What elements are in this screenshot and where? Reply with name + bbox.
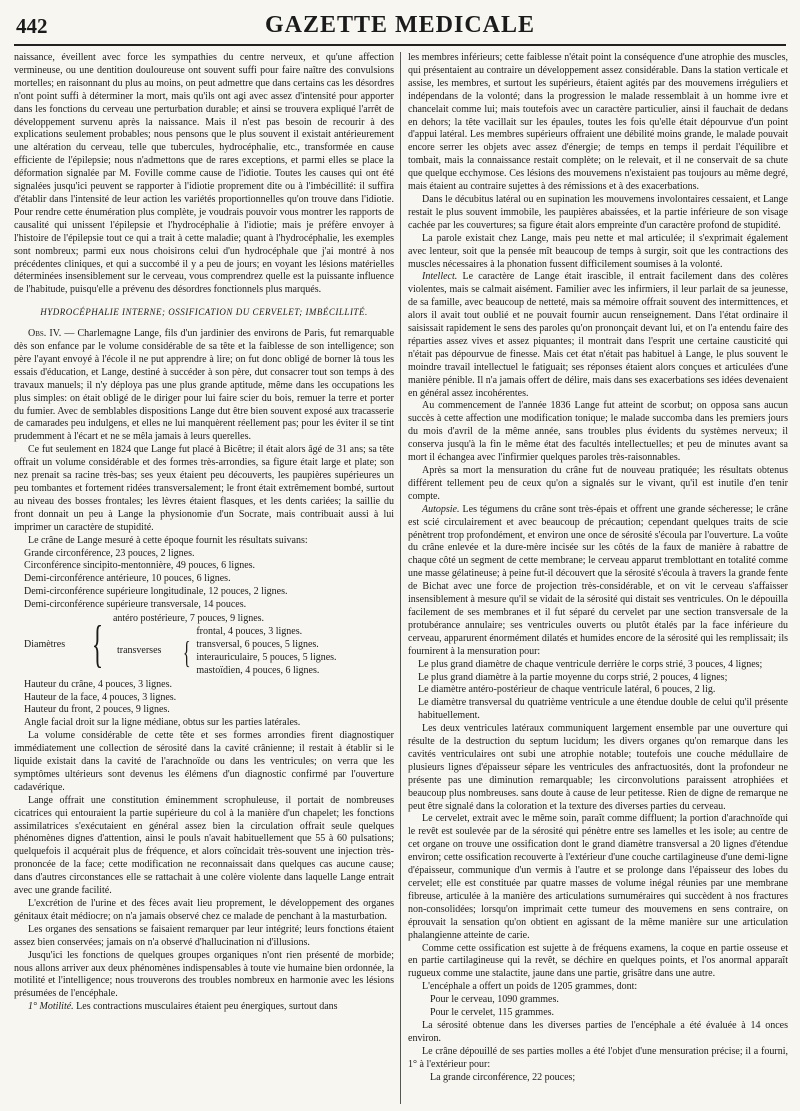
autopsie-label: Autopsie.: [422, 503, 460, 515]
section-heading: HYDROCÉPHALIE INTERNE; OSSIFICATION DU CERVELET; IMBÉCILLITÉ.: [40, 307, 368, 318]
column-divider: [400, 52, 401, 1104]
transverse-items: [196, 626, 336, 678]
measure-item: Circonférence sincipito-mentonnière, 49 pouces, 6 lignes.: [24, 560, 256, 572]
measure-item: Demi-circonférence supérieure longitudinale, 12 pouces, 2 lignes.: [24, 586, 288, 598]
paragraph: les membres inférieurs; cette faiblesse n'était point la conséquence d'une atrophie des muscles, qui présentaient au contraire un développement assez considérable. Dans la station verticale et assise, les membres, et surtout les supérieurs, étaient agités par des mouvemens irréguliers et indépendans de la volonté; dans la progression le malade ressemblait à un homme ivre et chancelait comme lui; mais toutefois avec un caractère particulier, ainsi il fauchait de dedans en dehors; la tête vacillait sur les épaules, toutes les fois qu'elle était dépourvue d'un point d'appui latéral. Les membres supérieurs offraient une débilité moins grande, le malade pouvait encore serrer les objets avec assez d'énergie; de temps en temps il perdait l'équilibre et tombait, mais la connaissance restait complète; on le relevait, et il ne conservait de sa chute que quelque ecchymose. Ces lésions des mouvemens n'existaient pas toujours au même degré, mais étaient au contraire sujettes à des rémissions et à des exacerbations.: [408, 52, 788, 193]
paragraph: Au commencement de l'année 1836 Lange fut atteint de scorbut; on opposa sans aucun succès à cette affection une modification tonique; le malade succomba dans les premiers jours du mois d'avril de la même année, sans troubles plus évidents du systèmes nerveux; il conserva jusqu'à la fin le même état des facultés intellectuelles; et peu de minutes avant sa mort il échangea avec l'infirmier quelques paroles très-raisonnables.: [408, 400, 788, 464]
brace: {: [91, 616, 104, 674]
ventricle-measure: Le plus grand diamètre à la partie moyenne du corps strié, 2 pouces, 4 lignes;: [418, 671, 728, 683]
page-number: 442: [16, 14, 48, 38]
paragraph: La sérosité obtenue dans les diverses parties de l'encéphale a été évaluée à 14 onces environ.: [408, 1019, 788, 1044]
intellect-text: Le caractère de Lange était irascible, il entrait facilement dans des colères violentes, mais se calmait aisément. Familier avec les infirmiers, il leur parlait de sa jeunesse, de sa famille, avec beaucoup de netteté, mais sa mémoire offrait souvent des intermittences, et alors il avait tout oublié et ne pouvait fournir aucun renseignement. Dans l'état ordinaire il saisissait rapidement le sens des paroles qu'on prononçait devant lui, et on l'a entendu faire des réparties assez vives et assez piquantes; il montrait dans l'esprit une certaine causticité qui n'était pas dépourvue de finesse. Mais cet état n'était pas habituel à Lange, le plus souvent le moindre travail intellectuel le fatiguait; ses réponses étaient alors conçues et articulées d'une manière pénible. Il n'a jamais offert de délire, mais dans ses exacerbations ses idées devenaient en général assez incohérentes.: [408, 271, 788, 399]
measure-item: Demi-circonférence supérieure transversale, 14 pouces.: [24, 599, 247, 611]
transverse-label: transverses: [116, 645, 162, 657]
page-header: [14, 0, 786, 44]
weight-item: Pour le cervelet, 115 grammes.: [430, 1007, 555, 1019]
intellect-label: Intellect.: [422, 271, 458, 283]
motilite-paragraph: [14, 1001, 394, 1014]
motilite-label: 1° Motilité.: [28, 1001, 74, 1013]
paragraph: L'excrétion de l'urine et des fèces avait lieu proprement, le développement des organes génitaux était médiocre; on n'a jamais observé chez ce malade de penchant à la masturbation.: [14, 898, 394, 922]
measure-item: Demi-circonférence antérieure, 10 pouces, 6 lignes.: [24, 573, 231, 585]
paragraph: Le cervelet, extrait avec le même soin, paraît comme diffluent; la portion d'arachnoïde qui le revêt est soulevée par de la sérosité qui pénètre entre ses lamelles et les isole; au centre de cet organe on trouve une ossification dont le grand diamètre transversal a 20 lignes d'étendue environ; cette ossification recouverte à l'extérieur d'une couche cartilagineuse d'une demi-ligne d'épaisseur, communique d'un vermis à l'autre et se prolonge dans l'épaisseur des lobes du cervelet; elle est constituée par quatre masses de volume inégal réunies par une membrane fibreuse, articulée à la manière des articulations surnuméraires qui succèdent à nos fractures non-consolidées; lorsqu'on imprimait cette tumeur des mouvemens en sens contraire, on éprouvait la sensation qu'on obtient en agissant de la même manière sur une articulation phalangienne atteinte de carie.: [408, 813, 788, 941]
paragraph: Lange offrait une constitution éminemment scrophuleuse, il portait de nombreuses cicatrices qui entouraient la partie supérieure du col à la manière d'un chapelet; les fonctions assimilatrices s'exécutaient en général assez bien la circulation offrait seule quelques phénomènes dignes d'attention, ainsi le pouls n'avait habituellement que 55 à 60 pulsations; quelquefois il acquérait plus de fréquence, et alors coïncidait très-souvent une injection très-prononcée de la face; cette modification ne reconnaissait dans quelques cas aucune cause; dans d'autres circonstances elle se rattachait à une colère violente dans laquelle Lange entrait avec une grande facilité.: [14, 794, 394, 897]
paragraph: Ce fut seulement en 1824 que Lange fut placé à Bicêtre; il était alors âgé de 31 ans; sa tête offrait un volume considérable et des formes très-arrondies, sa figure était large et plate; son nez prenait sa racine très-bas; ses yeux étaient peu découverts, les paupières supérieures un peu tombantes et fortement ridées transversalement; le front était extrêmement bombé, surtout au niveau des bosses frontales; les lèvres étaient flasques, et les dents cariées; la saillie du front donnait un peu à Lange la physionomie d'un Socrate, mais contribuait aussi à lui imprimer un caractère de stupidité.: [14, 444, 394, 533]
measure-item: Hauteur de la face, 4 pouces, 3 lignes.: [24, 691, 177, 703]
diameter-item: interauriculaire, 5 pouces, 5 lignes.: [196, 651, 337, 663]
ventricle-measure: Le plus grand diamètre de chaque ventricule derrière le corps strié, 3 pouces, 4 lignes;: [418, 658, 763, 670]
diameters-label: Diamètres: [24, 638, 66, 650]
measure-item: Hauteur du front, 2 pouces, 9 lignes.: [24, 704, 170, 716]
diameter-item: frontal, 4 pouces, 3 lignes.: [196, 625, 303, 637]
observation-paragraph: [14, 328, 394, 444]
transverse-row: [113, 626, 337, 678]
intro-paragraph: naissance, éveillent avec force les sympathies du centre nerveux, et qu'une affection vermineuse, ou une dentition douloureuse ont souvent suffi pour faire naître des convulsions mortelles; en raisonnant du plus au moins, on peut admettre que dans certains cas les désordres n'ont point suffi à déterminer la mort, mais qu'ils ont agi avec assez d'intensité pour apporter dans les fonctions du cerveau une perturbation durable; et ainsi se trouvera expliqué l'arrêt de développement survenu après la naissance. Mais il n'est pas besoin de recourir à des explications seulement probables; nous pensons que le plus souvent il existait antérieurement une altération du cerveau, telle que tubercules, hydrocéphalie, etc., transformée en cause efficiente de l'épilepsie; nous n'admettons que de rares exceptions, et parmi elles se place la déformation signalée par M. Foville comme cause de l'idiotie. Toutes les causes qui ont été signalées jusqu'ici peuvent se rapporter à l'idiotie proprement dite ou à l'imbécillité: il suffira d'établir dans l'intensité de leur action les variétés proportionnelles qu'on trouve dans l'idiotie. Pour rendre cette énumération plus complète, je voudrais pouvoir vous montrer les rapports de causalité qui unissent l'épilepsie et l'hydrocéphalie à l'idiotie; mais je préfère envoyer à l'histoire de l'épilepsie tout ce qui a trait à cette maladie; quant à l'hydrocéphalie, les exemples sont nombreux; parmi eux nous choisirons celui d'un hydrocéphale que j'ai montré à nos précédentes cliniques, et qui a succombé il y a peu de jours; en voyant les lésions matérielles déterminées insensiblement sur le cerveau, vous comprendrez quelle est la puissante influence de l'habitude, puisqu'elle a prévenu des désordres fonctionnels plus marqués.: [14, 52, 394, 296]
paragraph: L'encéphale a offert un poids de 1205 grammes, dont:: [422, 981, 638, 993]
ventricle-measure: Le diamètre transversal du quatrième ventricule a une étendue double de celui qu'il présente habituellement.: [418, 697, 788, 722]
paragraph: Jusqu'ici les fonctions de quelques groupes organiques n'ont rien présenté de morbide; nous allons arriver aux deux phénomènes indispensables à toute vie humaine bien ordonnée, la motilité et l'intelligence; nous trouverons des troubles nombreux en harmonie avec les lésions présumées de l'encéphale.: [14, 949, 394, 1000]
paragraph: Après sa mort la mensuration du crâne fut de nouveau pratiquée; les résultats obtenus différent tellement peu de ceux qu'on a signalés sur le vivant, qu'il est inutile d'en tenir compte.: [408, 465, 788, 502]
diameters-group: [113, 613, 337, 678]
header-rule: [14, 44, 786, 46]
paragraph: Le crâne de Lange mesuré à cette époque fournit les résultats suivans:: [28, 534, 308, 546]
measure-item: La grande circonférence, 22 pouces;: [430, 1071, 576, 1083]
observation-text: — Charlemagne Lange, fils d'un jardinier des environs de Paris, fut remarquable dès son enfance par le volume considérable de sa tête et la faiblesse de son intelligence; son père l'ayant envoyé à l'école il ne put apprendre à lire; on fut donc obligé de borner là tous les essais d'éducation, et Lange, destiné à succéder à son père, dut consacrer tout son temps à des travaux manuels; il n'y déploya pas une plus grande aptitude, même dans les occupations les plus simples: on était obligé de le diriger pour lui faire scier du bois, remuer la terre et porter du fumier. Avec de semblables dispositions Lange dut être bien souvent exposé aux tracasserie de camarades peu indulgens, et elles ne lui manquèrent réellement pas; pour les éviter il se tint prudemment à l'écart et ne se mêla jamais à leurs querelles.: [14, 328, 394, 443]
ventricle-measure: Le diamètre antéro-postérieur de chaque ventricule latéral, 6 pouces, 2 lig.: [418, 684, 716, 696]
measure-item: Grande circonférence, 23 pouces, 2 lignes.: [24, 547, 195, 559]
autopsie-text: Les tégumens du crâne sont très-épais et offrent une grande sécheresse; le crâne est scié circulairement et avec beaucoup de précaution; cependant quelques traits de scie pénètrent trop profondément, et environ une once de sérosité s'écoula par l'ouverture. La voûte du crâne enlevée et la dure-mère incisée sur les côtés de la faux de manière à rabattre de chaque côté un segment de cette membrane; le cerveau apparut tremblottant en totalité comme une masse gélatineuse; à peine fut-il découvert que la sérosité s'écoula à travers la grande fente de Bichat avec une force de projection très-considérable, et on vit le cerveau s'affaisser insensiblement à mesure qu'il se vidait de la sérosité qui distait ses ventricules. On le dépouilla facilement de ses membranes et il fut séparé du cervelet par une section transversale de la protubérance annulaire; ses ventricules ouverts ou plutôt étalés par la face inférieure du cerveau, apparurent énormément dilatés et humides encore de la sérosité qui les remplissait; ils fournirent à la mensuration pour:: [408, 503, 788, 657]
right-column: [408, 52, 788, 1104]
intellect-paragraph: [408, 271, 788, 400]
paragraph: Les deux ventricules latéraux communiquent largement ensemble par une ouverture qui résulte de la destruction du septum lucidum; les divers organes qu'on remarque dans les cavités ventriculaires ont subi une atrophie notable; toutefois une couche médullaire de plusieurs lignes d'épaisseur sépare les ventricules des anfractuosités, dont la profondeur ne présente pas une diminution remarquable; les circonvolutions paraissent atrophiées et beaucoup plus nombreuses. sans doute à cause de leur petitesse. Rien de digne de remarque ne peut être signalé dans la coloration et la texture des diverses parties du cerveau.: [408, 723, 788, 812]
diameter-item: antéro postérieure, 7 pouces, 9 lignes.: [112, 613, 265, 625]
diameters-block: [14, 613, 394, 678]
motilite-text: Les contractions musculaires étaient peu énergiques, surtout dans: [76, 1001, 338, 1013]
diameter-item: transversal, 6 pouces, 5 lignes.: [196, 638, 319, 650]
paragraph: La parole existait chez Lange, mais peu nette et mal articulée; il s'exprimait également avec lenteur, soit que la pensée mît beaucoup de temps à surgir, soit que les contractions des muscles nécessaires à la phonation fussent difficilement soumises à la volonté.: [408, 232, 788, 270]
paragraph: Le crâne dépouillé de ses parties molles a été l'objet d'une mensuration précise; il a fourni, 1° à l'extérieur pour:: [408, 1045, 788, 1070]
paragraph: Dans le décubitus latéral ou en supination les mouvemens involontaires cessaient, et Lange restait le plus souvent immobile, les paupières abaissées, et la partie inférieure de son visage cachée par les couvertures; sa figure était alors empreinte d'un caractère profond de stupidité.: [408, 193, 788, 231]
journal-title: GAZETTE MEDICALE: [264, 12, 536, 38]
paragraph: La volume considérable de cette tête et ses formes arrondies firent diagnostiquer immédiatement une collection de sérosité dans la cavité crânienne; il restait à établir si le liquide existait dans la cavité de l'arachnoïde ou dans les ventricules; on verra que les symptômes ultérieurs sont devenus les élémens d'un diagnostic confirmé par l'ouverture cadavérique.: [14, 730, 394, 793]
diameter-item: mastoïdien, 4 pouces, 6 lignes.: [196, 664, 320, 676]
brace: {: [182, 633, 191, 670]
measure-item: Hauteur du crâne, 4 pouces, 3 lignes.: [24, 678, 173, 690]
observation-lead: Obs. IV.: [28, 328, 62, 340]
weight-item: Pour le cerveau, 1090 grammes.: [430, 994, 559, 1006]
measure-item: Angle facial droit sur la ligne médiane, obtus sur les parties latérales.: [24, 717, 301, 729]
left-column: [14, 52, 394, 1104]
autopsie-paragraph: [408, 504, 788, 659]
paragraph: Les organes des sensations se faisaient remarquer par leur intégrité; leurs fonctions étaient assez bien conservées; jamais on n'a observé d'hallucination ni d'illusions.: [14, 923, 394, 948]
paragraph: Comme cette ossification est sujette à de fréquens examens, la coque en partie osseuse et en partie cartilagineuse qui la revêt, se déchire en quelques points, et l'os anormal apparaît rugueux comme une stalactite, jaune dans une partie, grisâtre dans une autre.: [408, 942, 788, 980]
